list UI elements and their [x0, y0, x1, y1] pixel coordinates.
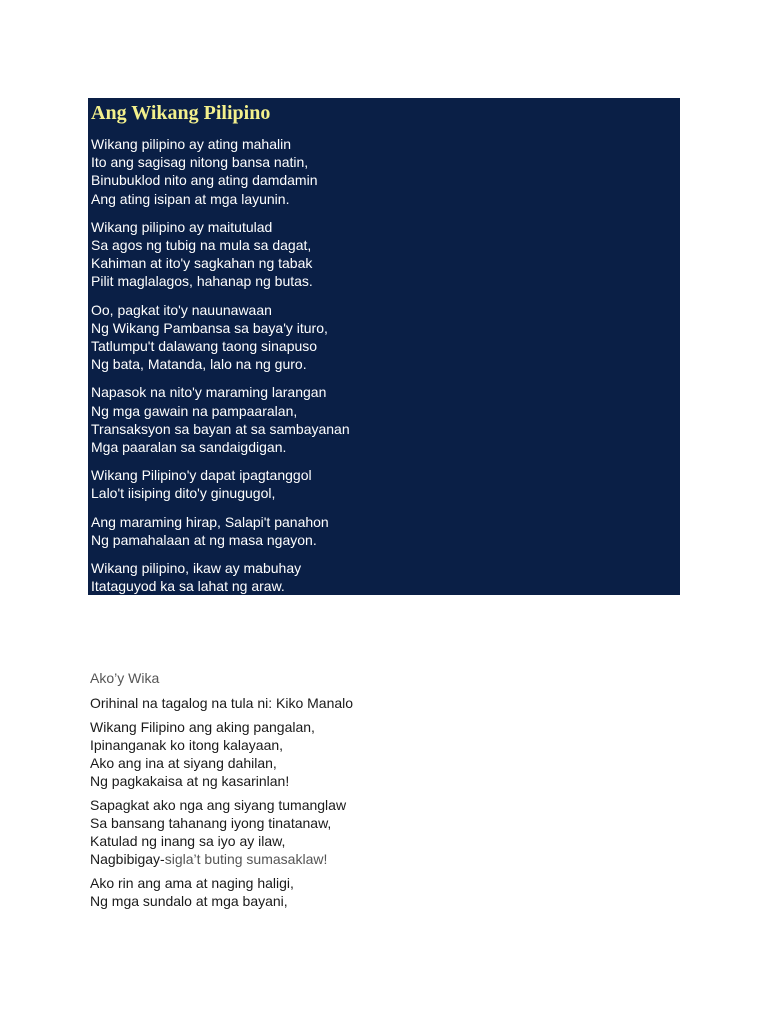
stanza-1 — [90, 718, 690, 790]
poem-line — [90, 850, 690, 868]
poem-line: Lalo't iisiping dito'y ginugugol, — [91, 485, 276, 502]
poem-line: Sa agos ng tubig na mula sa dagat, — [91, 237, 312, 254]
poem-line: Mga paaralan sa sandaigdigan. — [91, 439, 287, 456]
poem-line: Kahiman at ito'y sagkahan ng tabak — [91, 255, 313, 272]
stanza-2 — [91, 218, 680, 291]
poem-line: Katulad ng inang sa iyo ay ilaw, — [90, 833, 286, 849]
poem-line: Ipinanganak ko itong kalayaan, — [90, 737, 284, 753]
poem-line: Pilit maglalagos, hahanap ng butas. — [91, 273, 313, 290]
poem-line: Wikang pilipino ay ating mahalin — [91, 136, 291, 152]
poem-line: Ng bata, Matanda, lalo na ng guro. — [91, 356, 307, 373]
poem-line: Ng pagkakaisa at ng kasarinlan! — [90, 773, 290, 789]
poem-line: Wikang pilipino, ikaw ay mabuhay — [91, 560, 302, 577]
poem-line: Transaksyon sa bayan at sa sambayanan — [91, 420, 350, 437]
poem-line: Sapagkat ako nga ang siyang tumanglaw — [90, 797, 347, 813]
poem-line: Ako rin ang ama at naging haligi, — [90, 875, 294, 891]
poem-line: Wikang Filipino ang aking pangalan, — [90, 719, 315, 735]
stanza-6 — [91, 513, 680, 549]
poem-line-start: Nagbibigay- — [90, 851, 165, 867]
poem-line: Ng mga sundalo at mga bayani, — [90, 893, 288, 909]
stanza-5 — [91, 466, 680, 502]
poem-line: Ng Wikang Pambansa sa baya'y ituro, — [91, 319, 328, 336]
stanza-3 — [91, 301, 680, 374]
poem-line: Wikang pilipino ay maitutulad — [91, 218, 273, 235]
poem-line: Ng mga gawain na pampaaralan, — [91, 402, 298, 419]
poem-line: Ito ang sagisag nitong bansa natin, — [91, 154, 309, 171]
stanza-2 — [90, 796, 690, 868]
poem-line: Ang ating isipan at mga layunin. — [91, 190, 290, 207]
poem-line-end: sigla’t buting sumasaklaw! — [164, 851, 328, 867]
poem-ako-y-wika — [90, 668, 690, 916]
poem-line: Ang maraming hirap, Salapi't panahon — [91, 513, 329, 530]
poem-line: Oo, pagkat ito'y nauunawaan — [91, 301, 272, 318]
poem-line: Wikang Pilipino'y dapat ipagtanggol — [91, 467, 312, 484]
poem-line: Napasok na nito'y maraming larangan — [91, 384, 327, 401]
stanza-4 — [91, 383, 680, 456]
stanza-3 — [90, 874, 690, 910]
poem-title: Ako’y Wika — [90, 670, 160, 686]
poem-line: Ng pamahalaan at ng masa ngayon. — [91, 531, 317, 548]
poem-line: Itataguyod ka sa lahat ng araw. — [91, 578, 285, 595]
stanza-7 — [91, 559, 680, 595]
poem-title: Ang Wikang Pilipino — [91, 102, 271, 124]
poem-line: Tatlumpu't dalawang taong sinapuso — [91, 338, 318, 355]
poem-author: Orihinal na tagalog na tula ni: Kiko Manalo — [90, 695, 354, 711]
poem-panel-ang-wikang-pilipino — [88, 98, 680, 595]
stanza-1 — [91, 135, 680, 208]
poem-line: Ako ang ina at siyang dahilan, — [90, 755, 277, 771]
poem-line: Binubuklod nito ang ating damdamin — [91, 172, 318, 189]
poem-line: Sa bansang tahanang iyong tinatanaw, — [90, 815, 332, 831]
